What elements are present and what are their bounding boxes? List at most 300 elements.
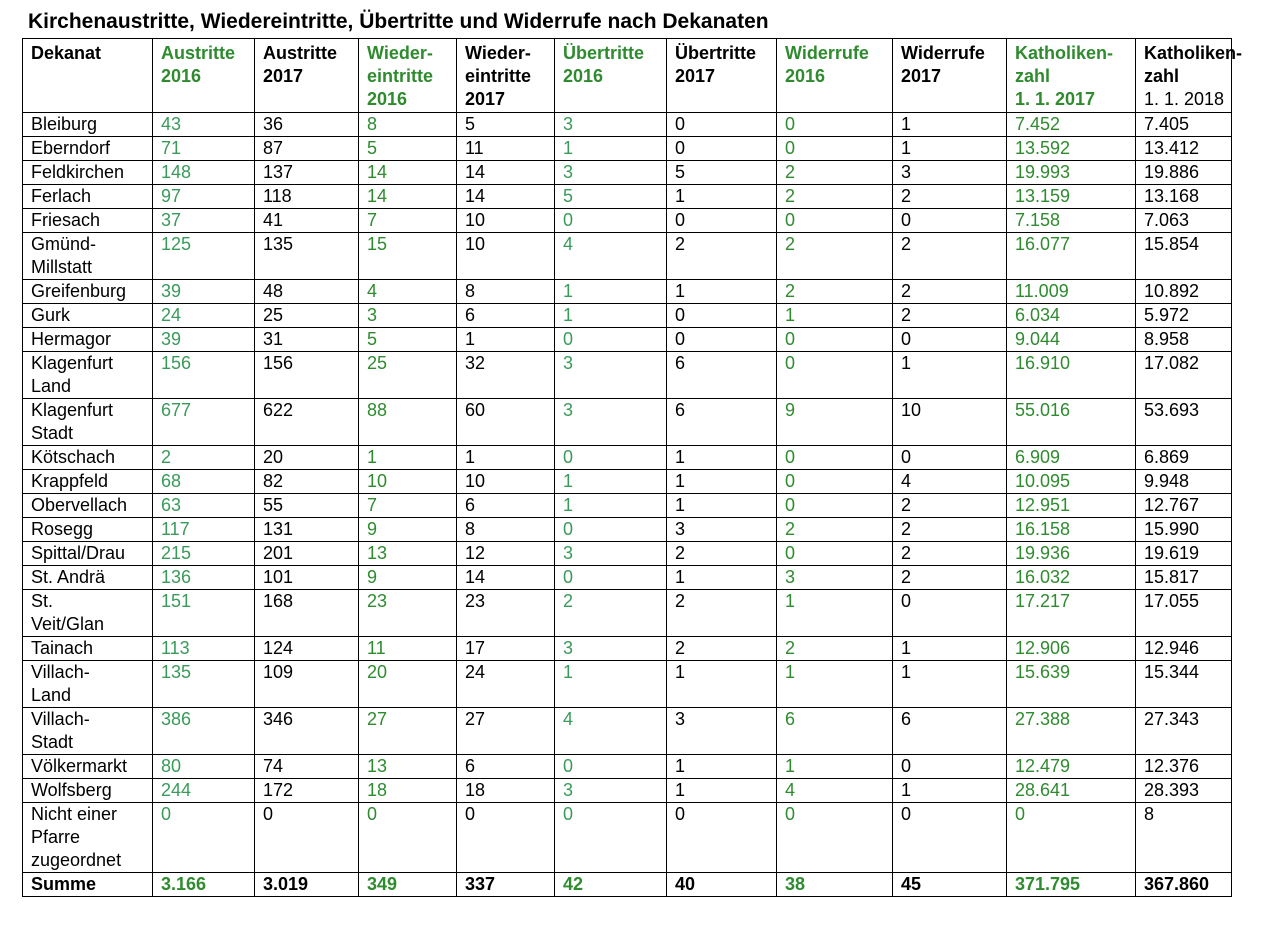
dekanat-cell — [23, 328, 153, 352]
value-cell: 244 — [153, 779, 255, 803]
cell-text-line: Kötschach — [31, 447, 116, 467]
dekanat-cell — [23, 185, 153, 209]
table-row — [23, 470, 1232, 494]
value-cell: 677 — [153, 399, 255, 446]
value-cell: 6.034 — [1007, 304, 1136, 328]
value-cell: 2 — [893, 566, 1007, 590]
value-cell: 0 — [1007, 803, 1136, 873]
value-cell: 10.095 — [1007, 470, 1136, 494]
value-cell: 13.412 — [1136, 137, 1232, 161]
dekanat-cell — [23, 566, 153, 590]
column-header — [777, 39, 893, 113]
value-cell: 11 — [457, 137, 555, 161]
value-cell: 19.619 — [1136, 542, 1232, 566]
value-cell: 3 — [555, 779, 667, 803]
value-cell: 0 — [893, 446, 1007, 470]
value-cell: 19.886 — [1136, 161, 1232, 185]
table-row — [23, 755, 1232, 779]
value-cell: 1 — [667, 470, 777, 494]
value-cell: 23 — [359, 590, 457, 637]
value-cell: 27.343 — [1136, 708, 1232, 755]
value-cell: 0 — [893, 209, 1007, 233]
value-cell: 31 — [255, 328, 359, 352]
dekanat-cell — [23, 494, 153, 518]
value-cell: 1 — [555, 494, 667, 518]
dekanat-cell — [23, 803, 153, 873]
header-text-line: 2016 — [367, 89, 408, 109]
value-cell: 0 — [893, 328, 1007, 352]
data-table — [22, 38, 1243, 897]
value-cell: 0 — [777, 803, 893, 873]
cell-text-line: Friesach — [31, 210, 101, 230]
value-cell: 4 — [555, 708, 667, 755]
value-cell: 18 — [457, 779, 555, 803]
value-cell: 201 — [255, 542, 359, 566]
value-cell: 2 — [893, 542, 1007, 566]
value-cell: 0 — [893, 803, 1007, 873]
value-cell: 215 — [153, 542, 255, 566]
table-row — [23, 708, 1232, 755]
value-cell: 42 — [555, 873, 667, 897]
table-row — [23, 518, 1232, 542]
value-cell: 0 — [667, 209, 777, 233]
cell-text-line: Rosegg — [31, 519, 94, 539]
value-cell: 38 — [777, 873, 893, 897]
value-cell: 9.044 — [1007, 328, 1136, 352]
cell-text-line: Völkermarkt — [31, 756, 128, 776]
value-cell: 6 — [457, 494, 555, 518]
value-cell: 82 — [255, 470, 359, 494]
value-cell: 0 — [555, 566, 667, 590]
value-cell: 14 — [457, 566, 555, 590]
value-cell: 15.817 — [1136, 566, 1232, 590]
dekanat-cell — [23, 280, 153, 304]
value-cell: 386 — [153, 708, 255, 755]
value-cell: 0 — [359, 803, 457, 873]
value-cell: 27.388 — [1007, 708, 1136, 755]
value-cell: 3 — [555, 113, 667, 137]
value-cell: 15.639 — [1007, 661, 1136, 708]
table-row — [23, 304, 1232, 328]
value-cell: 12 — [457, 542, 555, 566]
cell-text-line: Klagenfurt — [31, 353, 114, 373]
value-cell: 87 — [255, 137, 359, 161]
value-cell: 7 — [359, 494, 457, 518]
table-row — [23, 280, 1232, 304]
value-cell: 6 — [667, 352, 777, 399]
value-cell: 124 — [255, 637, 359, 661]
value-cell: 40 — [667, 873, 777, 897]
value-cell: 2 — [153, 446, 255, 470]
value-cell: 16.032 — [1007, 566, 1136, 590]
dekanat-cell — [23, 233, 153, 280]
value-cell: 9 — [359, 566, 457, 590]
value-cell: 6 — [893, 708, 1007, 755]
table-row — [23, 352, 1232, 399]
value-cell: 13 — [359, 542, 457, 566]
value-cell: 0 — [667, 328, 777, 352]
value-cell: 6 — [457, 755, 555, 779]
value-cell: 367.860 — [1136, 873, 1232, 897]
value-cell: 27 — [359, 708, 457, 755]
value-cell: 3 — [555, 399, 667, 446]
table-row — [23, 209, 1232, 233]
value-cell: 2 — [777, 161, 893, 185]
value-cell: 6 — [777, 708, 893, 755]
value-cell: 1 — [893, 113, 1007, 137]
value-cell: 0 — [555, 328, 667, 352]
cell-text-line: Stadt — [31, 732, 74, 752]
value-cell: 3 — [667, 518, 777, 542]
value-cell: 4 — [777, 779, 893, 803]
value-cell: 17.055 — [1136, 590, 1232, 637]
value-cell: 1 — [555, 137, 667, 161]
table-row — [23, 542, 1232, 566]
cell-text-line: Klagenfurt — [31, 400, 114, 420]
dekanat-cell — [23, 779, 153, 803]
value-cell: 136 — [153, 566, 255, 590]
value-cell: 2 — [667, 233, 777, 280]
table-row — [23, 113, 1232, 137]
cell-text-line: Gurk — [31, 305, 71, 325]
header-text-line: Wieder- — [465, 43, 531, 63]
header-text-line: Übertritte — [563, 43, 645, 63]
value-cell: 7.452 — [1007, 113, 1136, 137]
cell-text-line: Hermagor — [31, 329, 112, 349]
column-header — [23, 39, 153, 113]
value-cell: 12.906 — [1007, 637, 1136, 661]
value-cell: 0 — [667, 137, 777, 161]
value-cell: 2 — [893, 304, 1007, 328]
header-text-line: 1. 1. 2018 — [1144, 89, 1225, 109]
value-cell: 12.951 — [1007, 494, 1136, 518]
value-cell: 74 — [255, 755, 359, 779]
cell-text-line: St. Andrä — [31, 567, 106, 587]
value-cell: 4 — [359, 280, 457, 304]
value-cell: 2 — [893, 185, 1007, 209]
value-cell: 117 — [153, 518, 255, 542]
dekanat-cell — [23, 637, 153, 661]
value-cell: 0 — [777, 209, 893, 233]
value-cell: 0 — [777, 137, 893, 161]
column-header — [255, 39, 359, 113]
dekanat-cell — [23, 209, 153, 233]
value-cell: 13.592 — [1007, 137, 1136, 161]
dekanat-cell — [23, 873, 153, 897]
value-cell: 109 — [255, 661, 359, 708]
value-cell: 14 — [359, 185, 457, 209]
value-cell: 156 — [255, 352, 359, 399]
column-header — [893, 39, 1007, 113]
value-cell: 1 — [667, 566, 777, 590]
value-cell: 0 — [555, 518, 667, 542]
value-cell: 1 — [555, 304, 667, 328]
value-cell: 63 — [153, 494, 255, 518]
dekanat-cell — [23, 137, 153, 161]
cell-text-line: Villach- — [31, 662, 90, 682]
value-cell: 1 — [457, 446, 555, 470]
value-cell: 12.946 — [1136, 637, 1232, 661]
value-cell: 172 — [255, 779, 359, 803]
cell-text-line: Ferlach — [31, 186, 92, 206]
cell-text-line: Pfarre — [31, 827, 81, 847]
header-text-line: 2017 — [901, 66, 942, 86]
value-cell: 8 — [359, 113, 457, 137]
value-cell: 7.063 — [1136, 209, 1232, 233]
value-cell: 5 — [667, 161, 777, 185]
dekanat-cell — [23, 661, 153, 708]
value-cell: 1 — [777, 304, 893, 328]
dekanat-cell — [23, 304, 153, 328]
value-cell: 0 — [777, 328, 893, 352]
cell-text-line: Feldkirchen — [31, 162, 125, 182]
table-row — [23, 137, 1232, 161]
value-cell: 3 — [359, 304, 457, 328]
value-cell: 28.641 — [1007, 779, 1136, 803]
value-cell: 68 — [153, 470, 255, 494]
value-cell: 3 — [667, 708, 777, 755]
cell-text-line: Stadt — [31, 423, 74, 443]
value-cell: 7 — [359, 209, 457, 233]
dekanat-cell — [23, 590, 153, 637]
value-cell: 3 — [893, 161, 1007, 185]
value-cell: 1 — [667, 185, 777, 209]
table-row — [23, 590, 1232, 637]
value-cell: 48 — [255, 280, 359, 304]
value-cell: 88 — [359, 399, 457, 446]
value-cell: 97 — [153, 185, 255, 209]
value-cell: 2 — [667, 590, 777, 637]
value-cell: 16.158 — [1007, 518, 1136, 542]
value-cell: 2 — [667, 637, 777, 661]
value-cell: 1 — [893, 137, 1007, 161]
cell-text-line: Wolfsberg — [31, 780, 112, 800]
value-cell: 622 — [255, 399, 359, 446]
cell-text-line: St. — [31, 591, 54, 611]
table-row — [23, 661, 1232, 708]
value-cell: 25 — [359, 352, 457, 399]
table-row — [23, 803, 1232, 873]
value-cell: 9 — [359, 518, 457, 542]
value-cell: 1 — [667, 779, 777, 803]
header-text-line: Austritte — [263, 43, 338, 63]
value-cell: 0 — [555, 446, 667, 470]
header-text-line: Wieder- — [367, 43, 433, 63]
value-cell: 80 — [153, 755, 255, 779]
value-cell: 14 — [457, 161, 555, 185]
column-header — [153, 39, 255, 113]
header-text-line: 2017 — [465, 89, 506, 109]
value-cell: 16.077 — [1007, 233, 1136, 280]
value-cell: 10.892 — [1136, 280, 1232, 304]
value-cell: 4 — [555, 233, 667, 280]
value-cell: 0 — [555, 209, 667, 233]
table-row — [23, 494, 1232, 518]
header-row — [23, 39, 1232, 113]
value-cell: 1 — [777, 661, 893, 708]
column-header — [457, 39, 555, 113]
dekanat-cell — [23, 161, 153, 185]
value-cell: 156 — [153, 352, 255, 399]
cell-text-line: Summe — [31, 874, 97, 894]
value-cell: 1 — [667, 446, 777, 470]
value-cell: 12.767 — [1136, 494, 1232, 518]
value-cell: 7.158 — [1007, 209, 1136, 233]
table-row — [23, 779, 1232, 803]
value-cell: 15.990 — [1136, 518, 1232, 542]
header-text-line: 2016 — [161, 66, 202, 86]
value-cell: 55.016 — [1007, 399, 1136, 446]
dekanat-cell — [23, 470, 153, 494]
value-cell: 20 — [255, 446, 359, 470]
value-cell: 1 — [893, 352, 1007, 399]
value-cell: 0 — [667, 803, 777, 873]
column-header — [359, 39, 457, 113]
header-text-line: eintritte — [367, 66, 434, 86]
table-row — [23, 161, 1232, 185]
value-cell: 71 — [153, 137, 255, 161]
header-text-line: Widerrufe — [901, 43, 985, 63]
value-cell: 3.166 — [153, 873, 255, 897]
value-cell: 0 — [777, 542, 893, 566]
value-cell: 2 — [667, 542, 777, 566]
value-cell: 0 — [777, 470, 893, 494]
value-cell: 2 — [777, 637, 893, 661]
header-text-line: Dekanat — [31, 43, 102, 63]
value-cell: 8 — [457, 518, 555, 542]
value-cell: 5 — [359, 137, 457, 161]
value-cell: 0 — [667, 113, 777, 137]
value-cell: 3 — [555, 161, 667, 185]
value-cell: 41 — [255, 209, 359, 233]
cell-text-line: Veit/Glan — [31, 614, 105, 634]
value-cell: 25 — [255, 304, 359, 328]
value-cell: 2 — [893, 518, 1007, 542]
header-text-line: Katholiken- — [1015, 43, 1114, 63]
value-cell: 17.082 — [1136, 352, 1232, 399]
value-cell: 17 — [457, 637, 555, 661]
value-cell: 12.376 — [1136, 755, 1232, 779]
value-cell: 1 — [457, 328, 555, 352]
value-cell: 4 — [893, 470, 1007, 494]
value-cell: 36 — [255, 113, 359, 137]
cell-text-line: Krappfeld — [31, 471, 109, 491]
cell-text-line: Tainach — [31, 638, 94, 658]
value-cell: 55 — [255, 494, 359, 518]
header-text-line: Widerrufe — [785, 43, 869, 63]
value-cell: 113 — [153, 637, 255, 661]
value-cell: 39 — [153, 328, 255, 352]
value-cell: 15 — [359, 233, 457, 280]
header-text-line: 2016 — [563, 66, 604, 86]
value-cell: 1 — [555, 661, 667, 708]
table-row — [23, 637, 1232, 661]
value-cell: 16.910 — [1007, 352, 1136, 399]
header-text-line: 1. 1. 2017 — [1015, 89, 1096, 109]
value-cell: 18 — [359, 779, 457, 803]
value-cell: 125 — [153, 233, 255, 280]
cell-text-line: Land — [31, 376, 72, 396]
value-cell: 1 — [893, 637, 1007, 661]
value-cell: 0 — [893, 755, 1007, 779]
value-cell: 0 — [893, 590, 1007, 637]
value-cell: 10 — [457, 470, 555, 494]
value-cell: 2 — [893, 280, 1007, 304]
value-cell: 0 — [777, 494, 893, 518]
value-cell: 24 — [457, 661, 555, 708]
value-cell: 8 — [457, 280, 555, 304]
value-cell: 346 — [255, 708, 359, 755]
header-text-line: zahl — [1015, 66, 1051, 86]
value-cell: 3.019 — [255, 873, 359, 897]
value-cell: 6.869 — [1136, 446, 1232, 470]
value-cell: 118 — [255, 185, 359, 209]
value-cell: 151 — [153, 590, 255, 637]
value-cell: 1 — [777, 590, 893, 637]
value-cell: 137 — [255, 161, 359, 185]
value-cell: 14 — [359, 161, 457, 185]
cell-text-line: Obervellach — [31, 495, 128, 515]
value-cell: 168 — [255, 590, 359, 637]
value-cell: 0 — [777, 352, 893, 399]
value-cell: 1 — [359, 446, 457, 470]
value-cell: 13.159 — [1007, 185, 1136, 209]
value-cell: 13 — [359, 755, 457, 779]
value-cell: 5.972 — [1136, 304, 1232, 328]
value-cell: 20 — [359, 661, 457, 708]
value-cell: 8.958 — [1136, 328, 1232, 352]
cell-text-line: Bleiburg — [31, 114, 98, 134]
column-header — [555, 39, 667, 113]
value-cell: 2 — [893, 494, 1007, 518]
value-cell: 101 — [255, 566, 359, 590]
value-cell: 0 — [777, 446, 893, 470]
value-cell: 349 — [359, 873, 457, 897]
value-cell: 13.168 — [1136, 185, 1232, 209]
value-cell: 10 — [457, 209, 555, 233]
value-cell: 1 — [893, 779, 1007, 803]
value-cell: 10 — [893, 399, 1007, 446]
value-cell: 37 — [153, 209, 255, 233]
value-cell: 148 — [153, 161, 255, 185]
value-cell: 15.344 — [1136, 661, 1232, 708]
table-row — [23, 399, 1232, 446]
dekanat-cell — [23, 708, 153, 755]
value-cell: 10 — [457, 233, 555, 280]
table-row — [23, 566, 1232, 590]
table-row — [23, 185, 1232, 209]
page-title: Kirchenaustritte, Wiedereintritte, Übertritte und Widerrufe nach Dekanaten — [28, 10, 769, 33]
value-cell: 8 — [1136, 803, 1232, 873]
value-cell: 1 — [667, 494, 777, 518]
cell-text-line: Land — [31, 685, 72, 705]
dekanat-cell — [23, 352, 153, 399]
value-cell: 2 — [893, 233, 1007, 280]
value-cell: 11 — [359, 637, 457, 661]
value-cell: 0 — [555, 755, 667, 779]
value-cell: 9.948 — [1136, 470, 1232, 494]
value-cell: 371.795 — [1007, 873, 1136, 897]
value-cell: 24 — [153, 304, 255, 328]
column-header — [667, 39, 777, 113]
cell-text-line: Villach- — [31, 709, 90, 729]
value-cell: 2 — [777, 280, 893, 304]
value-cell: 2 — [777, 518, 893, 542]
value-cell: 1 — [667, 661, 777, 708]
value-cell: 5 — [359, 328, 457, 352]
value-cell: 3 — [555, 637, 667, 661]
value-cell: 23 — [457, 590, 555, 637]
